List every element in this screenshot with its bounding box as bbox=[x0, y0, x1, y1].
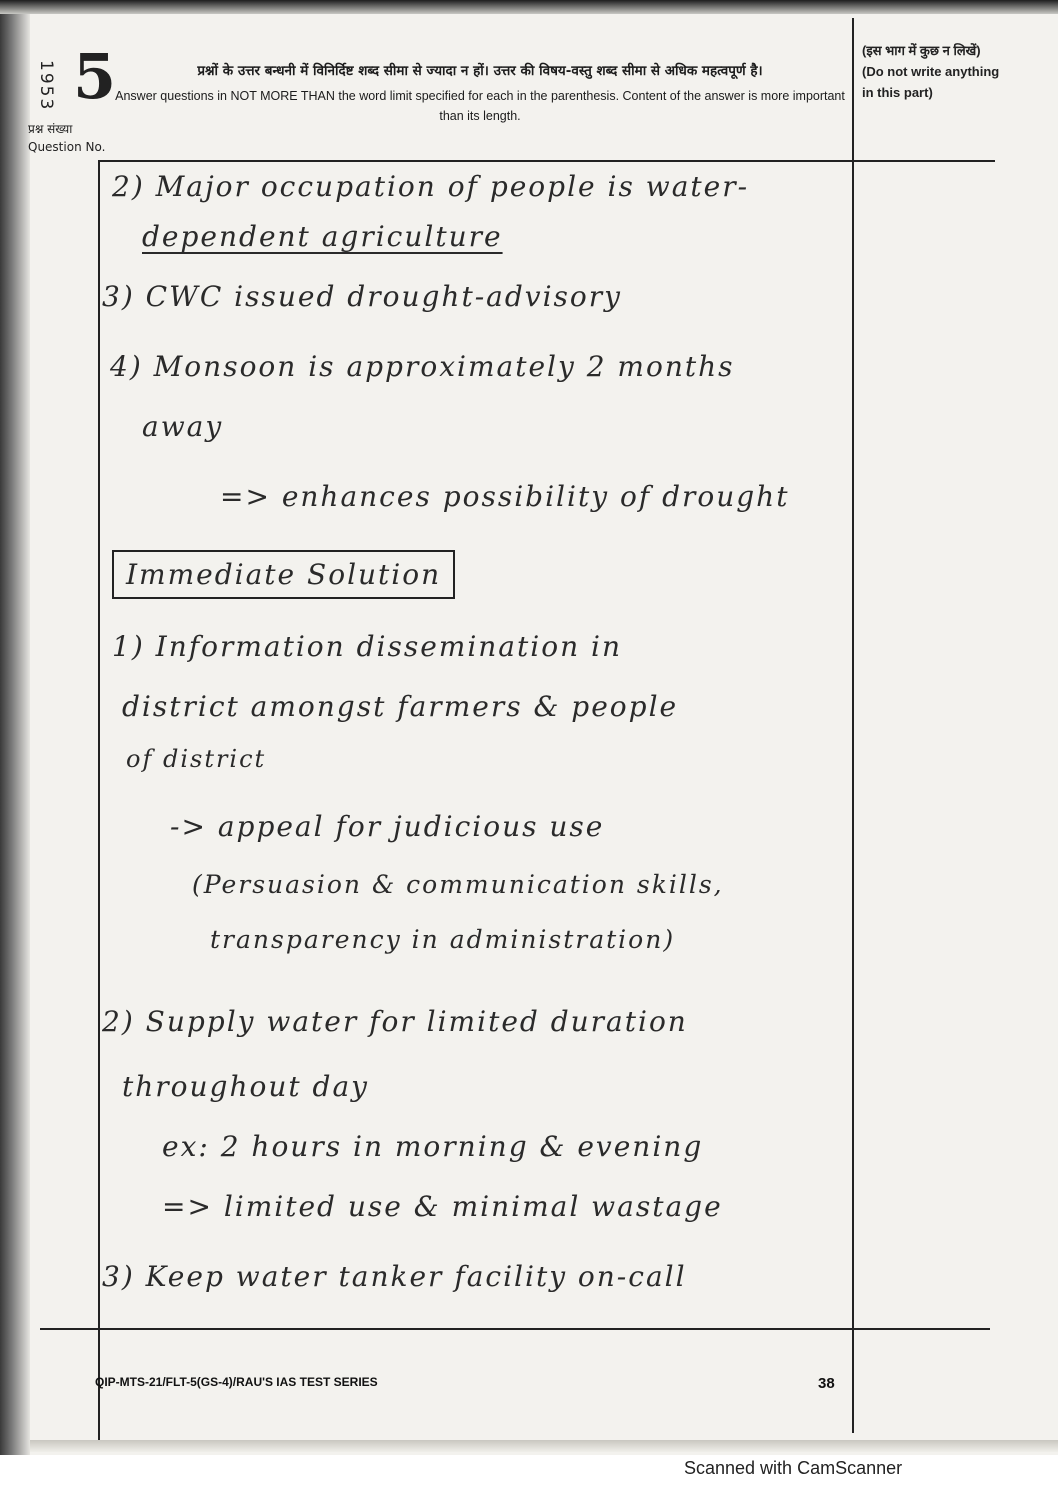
answer-line-6: => enhances possibility of drought bbox=[220, 480, 790, 513]
answer-line-9: of district bbox=[126, 745, 267, 773]
scan-bottom-edge bbox=[30, 1440, 1058, 1452]
section-heading: Immediate Solution bbox=[112, 550, 455, 599]
scanner-watermark: Scanned with CamScanner bbox=[684, 1458, 903, 1478]
margin-note bbox=[862, 40, 1002, 103]
answer-line-8: district amongst farmers & people bbox=[122, 690, 679, 723]
question-year: 1953 bbox=[36, 60, 56, 112]
answer-line-15: ex: 2 hours in morning & evening bbox=[162, 1130, 704, 1163]
footer-divider bbox=[40, 1328, 990, 1330]
answer-line-7: 1) Information dissemination in bbox=[112, 630, 622, 663]
margin-note-hindi: (इस भाग में कुछ न लिखें) bbox=[862, 43, 981, 58]
answer-line-16: => limited use & minimal wastage bbox=[162, 1190, 723, 1223]
question-label-hi: प्रश्न संख्या bbox=[28, 122, 73, 136]
instructions bbox=[115, 60, 845, 126]
question-label-en: Question No. bbox=[28, 140, 106, 154]
instruction-hindi: प्रश्नों के उत्तर बन्धनी में विनिर्दिष्ट शब्द सीमा से ज्यादा न हों। उत्तर की विषय-वस्तु शब्द सीमा से अधिक महत्वपूर्ण है। bbox=[197, 63, 763, 79]
question-number-box bbox=[28, 40, 117, 170]
answer-line-10: -> appeal for judicious use bbox=[170, 810, 605, 843]
answer-line-1: 2) Major occupation of people is water- bbox=[112, 170, 750, 203]
answer-line-4: 4) Monsoon is approximately 2 months bbox=[110, 350, 735, 383]
left-margin-line bbox=[98, 160, 100, 1440]
page-number: 38 bbox=[818, 1375, 835, 1392]
header-divider bbox=[100, 160, 995, 162]
answer-line-5: away bbox=[142, 410, 224, 443]
answer-line-12: transparency in administration) bbox=[210, 925, 676, 954]
instruction-english: Answer questions in NOT MORE THAN the word limit specified for each in the parenthesis. Content of the answer is more important than its length. bbox=[115, 89, 845, 123]
answer-line-14: throughout day bbox=[122, 1070, 369, 1103]
answer-line-2: dependent agriculture bbox=[142, 220, 503, 253]
answer-line-13: 2) Supply water for limited duration bbox=[102, 1005, 688, 1038]
test-series-footer: QIP-MTS-21/FLT-5(GS-4)/RAU'S IAS TEST SERIES bbox=[95, 1375, 378, 1389]
margin-note-english: (Do not write anything in this part) bbox=[862, 64, 1000, 100]
answer-line-3: 3) CWC issued drought-advisory bbox=[102, 280, 622, 313]
answer-line-17: 3) Keep water tanker facility on-call bbox=[102, 1260, 687, 1293]
margin-divider bbox=[852, 18, 854, 1433]
answer-line-11: (Persuasion & communication skills, bbox=[192, 870, 724, 899]
scan-top-shadow bbox=[0, 0, 1058, 14]
scan-edge-shadow bbox=[0, 0, 30, 1455]
question-number: 5 bbox=[73, 40, 117, 113]
